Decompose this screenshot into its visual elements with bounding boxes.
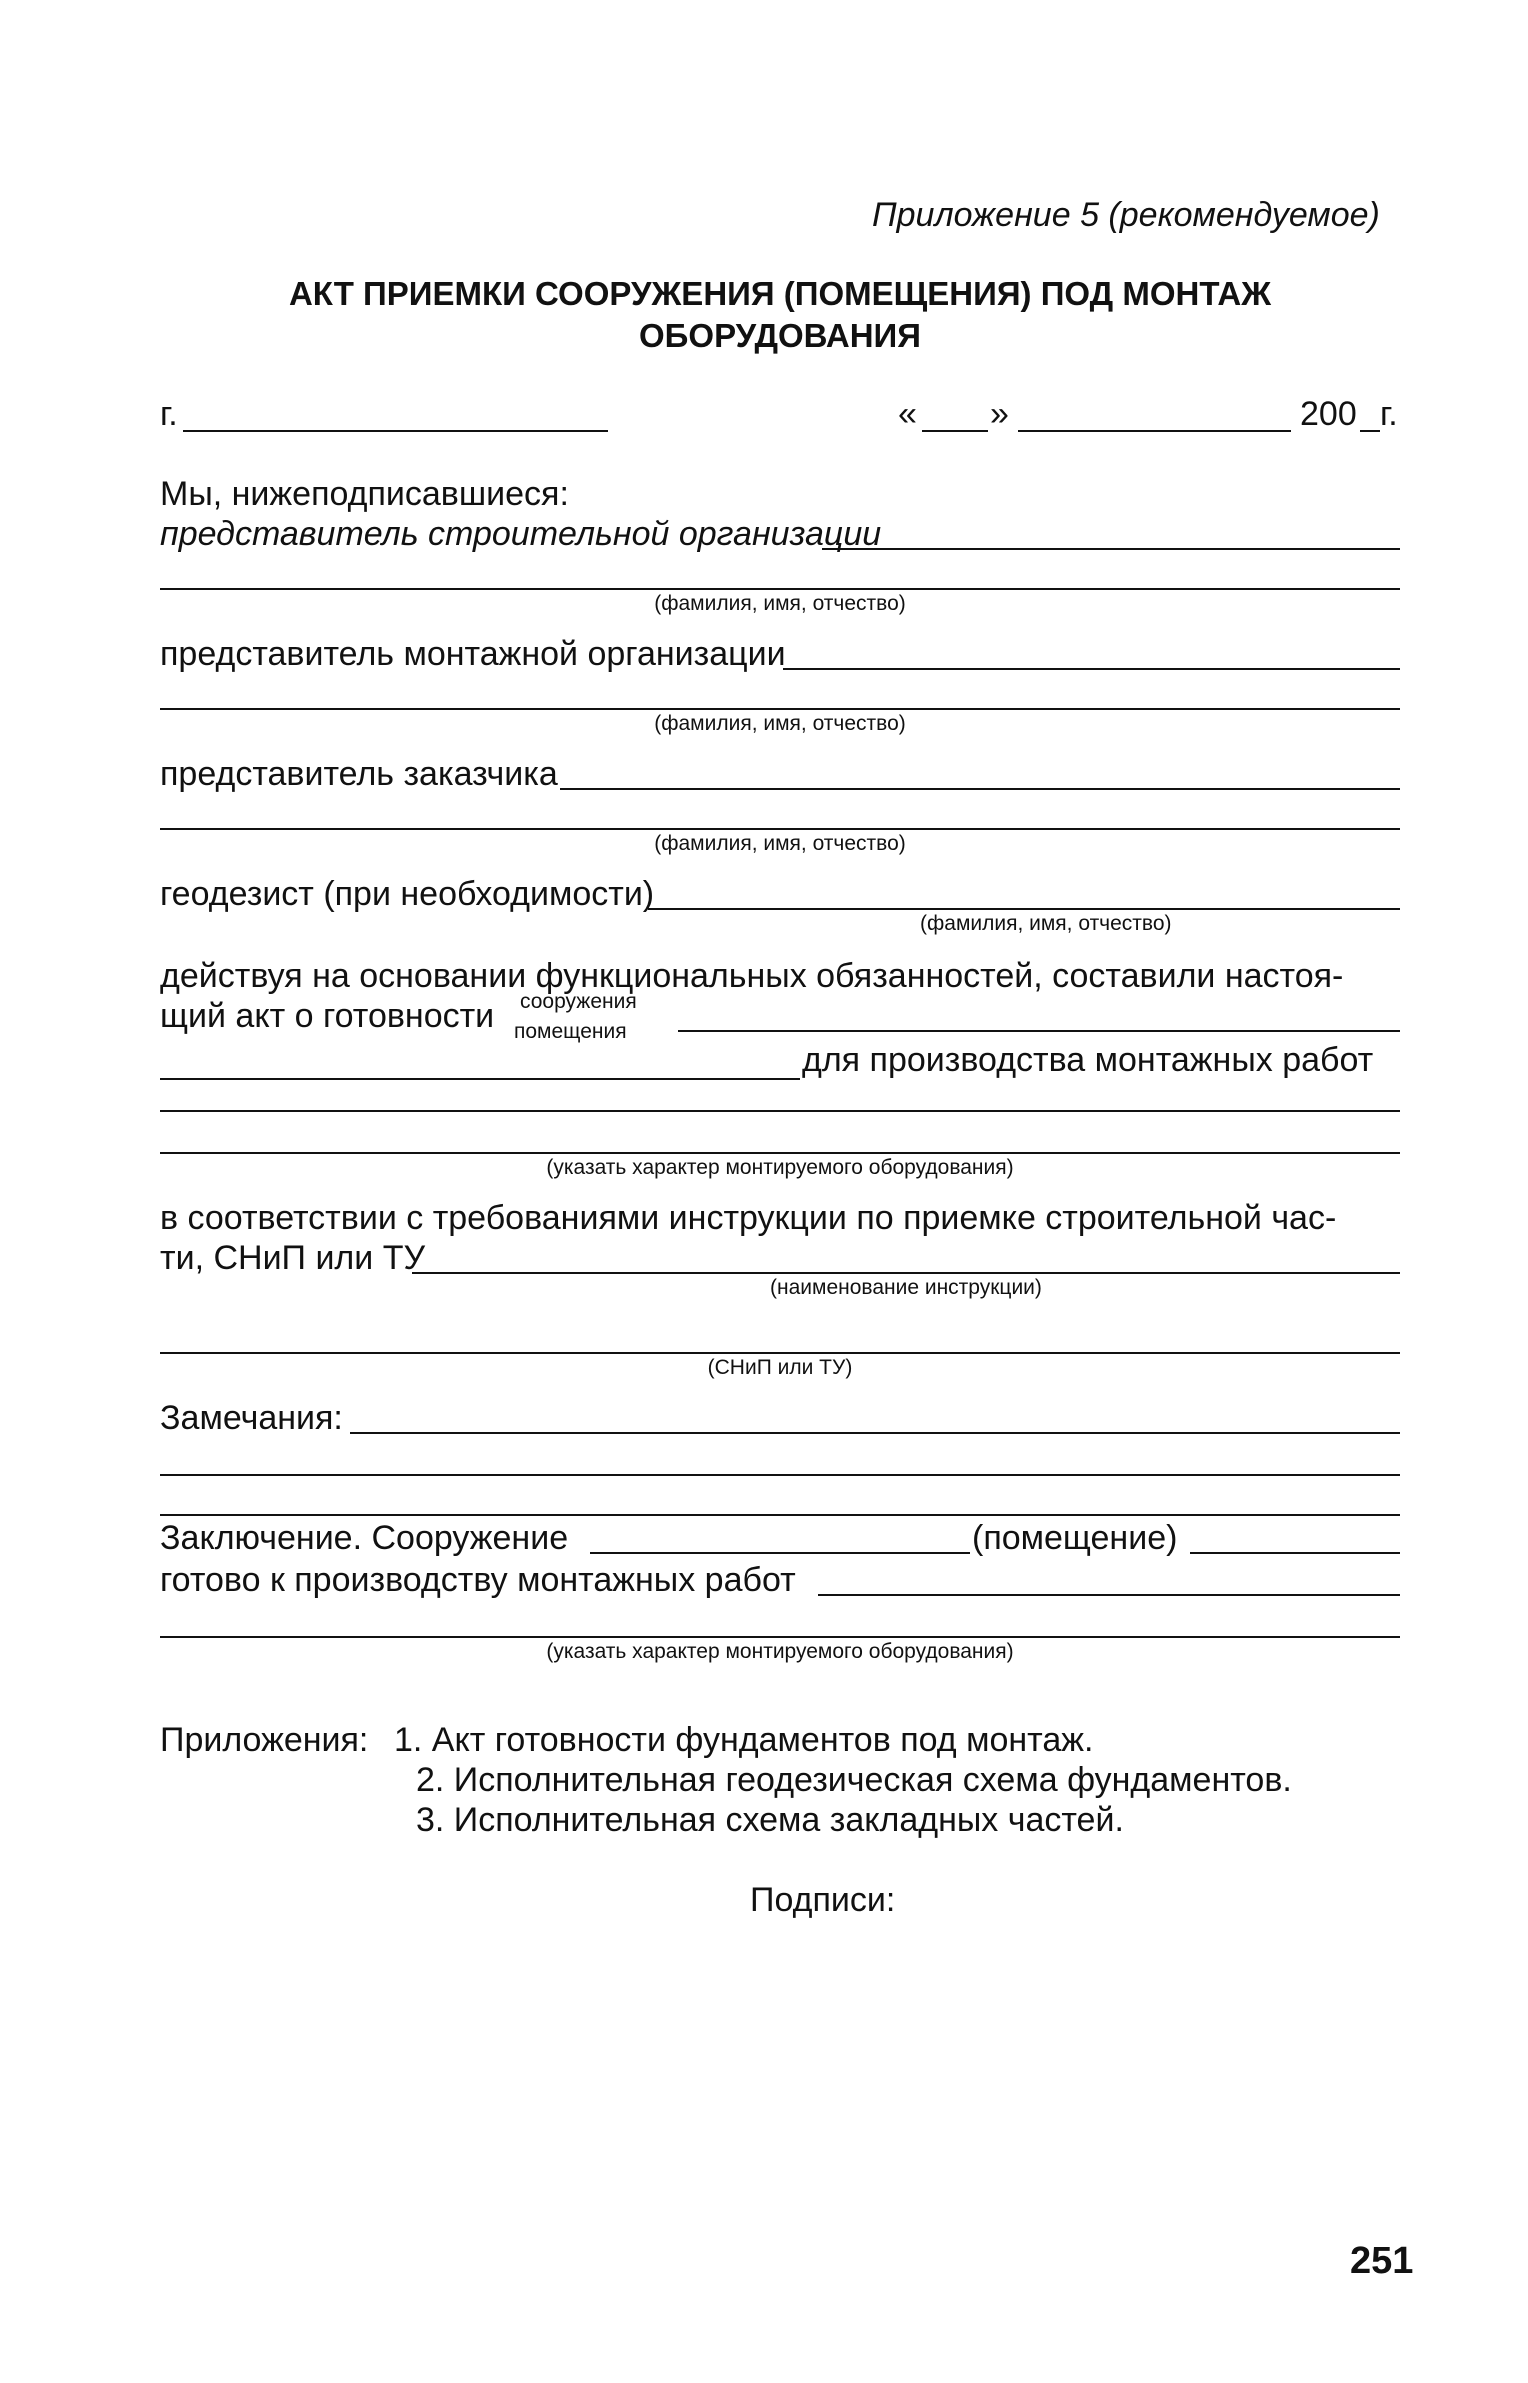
- rep-installer-field-2[interactable]: [160, 708, 1400, 710]
- year-suffix: г.: [1380, 395, 1398, 433]
- acting-text-2: щий акт о готовности: [160, 997, 495, 1035]
- document-title-continued: ОБОРУДОВАНИЯ: [639, 317, 921, 354]
- city-field[interactable]: [183, 430, 608, 432]
- surveyor-hint: (фамилия, имя, отчество): [920, 912, 1172, 935]
- appendix-note: Приложение 5 (рекомендуемое): [872, 196, 1380, 234]
- conclusion-room-label: (помещение): [972, 1519, 1178, 1557]
- option-structure: сооружения: [520, 990, 637, 1013]
- equipment-field-2[interactable]: [160, 1152, 1400, 1154]
- equipment-field-1[interactable]: [160, 1110, 1400, 1112]
- rep-builder-hint: (фамилия, имя, отчество): [654, 592, 906, 615]
- snip-field[interactable]: [160, 1352, 1400, 1354]
- instruction-field[interactable]: [412, 1272, 1400, 1274]
- acting-text-1: действуя на основании функциональных обязанностей, составили настоя-: [160, 957, 1344, 995]
- month-field[interactable]: [1018, 430, 1291, 432]
- attachment-item-3: 3. Исполнительная схема закладных частей.: [416, 1801, 1124, 1839]
- page-number: 251: [1350, 2240, 1414, 2282]
- quote-close: »: [990, 395, 1009, 433]
- rep-builder-label: представитель строительной организации: [160, 515, 882, 553]
- rep-customer-hint: (фамилия, имя, отчество): [654, 832, 906, 855]
- readiness-field[interactable]: [678, 1030, 1400, 1032]
- requirements-text-1: в соответствии с требованиями инструкции по приемке строительной час-: [160, 1199, 1337, 1237]
- requirements-text-2: ти, СНиП или ТУ: [160, 1239, 426, 1277]
- snip-hint: (СНиП или ТУ): [707, 1356, 853, 1379]
- remarks-field-1[interactable]: [350, 1432, 1400, 1434]
- document-title: АКТ ПРИЕМКИ СООРУЖЕНИЯ (ПОМЕЩЕНИЯ) ПОД МОНТАЖ: [288, 275, 1272, 312]
- ready-for-hint: (указать характер монтируемого оборудования): [546, 1640, 1014, 1663]
- rep-customer-field[interactable]: [560, 788, 1400, 790]
- rep-installer-label: представитель монтажной организации: [160, 635, 786, 673]
- signatures-label: Подписи:: [750, 1881, 896, 1919]
- year-prefix: 200: [1300, 395, 1357, 433]
- quote-open: «: [898, 395, 917, 433]
- rep-installer-hint: (фамилия, имя, отчество): [654, 712, 906, 735]
- ready-for-label: готово к производству монтажных работ: [160, 1561, 796, 1599]
- remarks-label: Замечания:: [160, 1399, 343, 1437]
- conclusion-room-field[interactable]: [1190, 1552, 1400, 1554]
- city-prefix: г.: [160, 395, 178, 433]
- day-field[interactable]: [922, 430, 988, 432]
- rep-builder-field-2[interactable]: [160, 588, 1400, 590]
- readiness-field-2[interactable]: [160, 1078, 800, 1080]
- attachments-label: Приложения:: [160, 1721, 369, 1759]
- attachment-item-2: 2. Исполнительная геодезическая схема фундаментов.: [416, 1761, 1292, 1799]
- surveyor-field[interactable]: [648, 908, 1400, 910]
- conclusion-label: Заключение. Сооружение: [160, 1519, 569, 1557]
- rep-customer-field-2[interactable]: [160, 828, 1400, 830]
- ready-for-field-2[interactable]: [160, 1636, 1400, 1638]
- conclusion-structure-field[interactable]: [590, 1552, 970, 1554]
- instruction-hint: (наименование инструкции): [770, 1276, 1042, 1299]
- year-field[interactable]: [1360, 430, 1380, 432]
- attachment-item-1: 1. Акт готовности фундаментов под монтаж.: [394, 1721, 1094, 1759]
- rep-builder-field[interactable]: [822, 548, 1400, 550]
- remarks-field-3[interactable]: [160, 1514, 1400, 1516]
- for-works-text: для производства монтажных работ: [802, 1041, 1374, 1079]
- surveyor-label: геодезист (при необходимости): [160, 875, 655, 913]
- rep-installer-field[interactable]: [783, 668, 1400, 670]
- ready-for-field[interactable]: [818, 1594, 1400, 1596]
- remarks-field-2[interactable]: [160, 1474, 1400, 1476]
- intro-text: Мы, нижеподписавшиеся:: [160, 475, 569, 513]
- option-room: помещения: [514, 1020, 627, 1043]
- equipment-hint: (указать характер монтируемого оборудования): [546, 1156, 1014, 1179]
- rep-customer-label: представитель заказчика: [160, 755, 558, 793]
